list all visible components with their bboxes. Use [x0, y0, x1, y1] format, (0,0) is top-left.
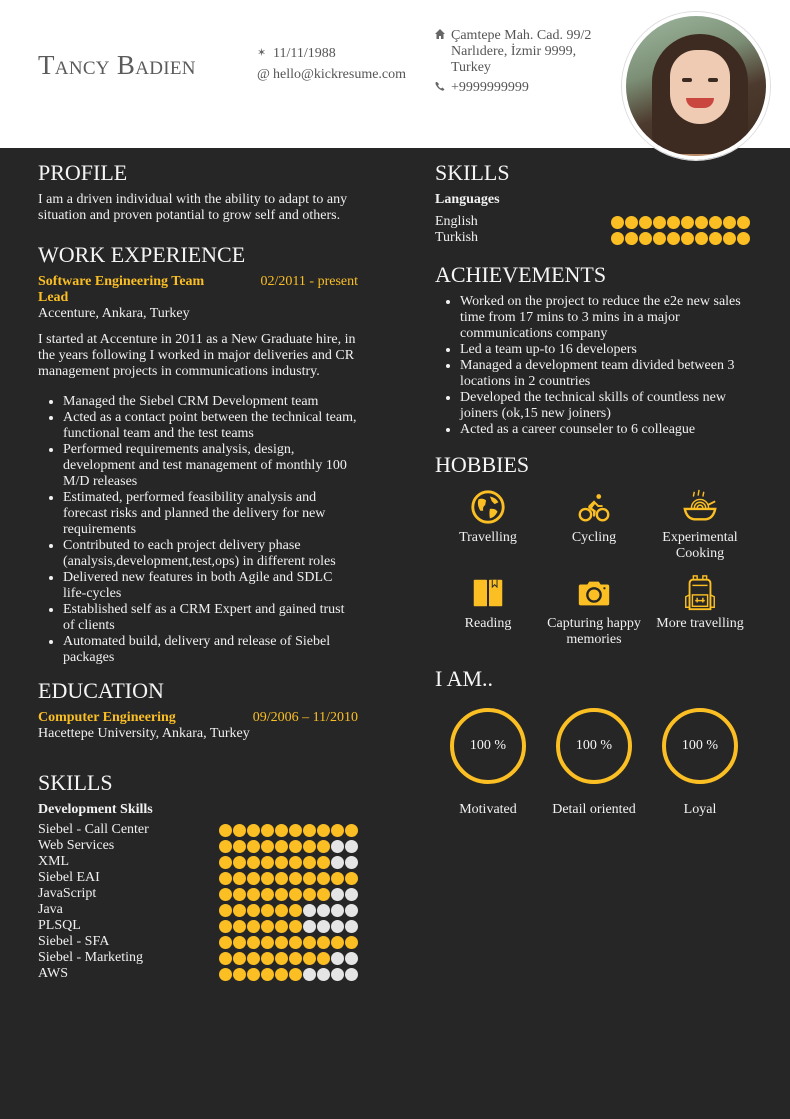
rating-dot	[261, 968, 274, 981]
rating-dot	[317, 824, 330, 837]
rating-dot	[275, 920, 288, 933]
skill-row	[38, 838, 358, 854]
job-header	[38, 274, 358, 306]
rating-dot	[219, 856, 232, 869]
rating-dot	[303, 840, 316, 853]
hobby-item	[435, 488, 541, 562]
list-item: • Developed the technical skills of countless new joiners (ok,15 new joiners)	[460, 390, 765, 422]
rating-dot	[261, 920, 274, 933]
rating-dot	[345, 936, 358, 949]
rating-dot	[331, 824, 344, 837]
rating-dot	[331, 888, 344, 901]
rating-dot	[219, 840, 232, 853]
skill-name: Turkish	[435, 230, 479, 245]
skill-name: Siebel - Call Center	[38, 822, 149, 837]
cyclist-icon	[575, 488, 613, 526]
trait-label: Loyal	[683, 802, 717, 817]
rating-dot	[303, 888, 316, 901]
rating-dot	[653, 216, 666, 229]
skills-section-left	[38, 770, 358, 982]
rating-dot	[247, 936, 260, 949]
skill-rating	[219, 840, 358, 853]
rating-dot	[331, 872, 344, 885]
skill-group-title: Development Skills	[38, 802, 153, 817]
star-icon: ✶	[257, 47, 267, 59]
skill-row	[38, 966, 358, 982]
rating-dot	[667, 216, 680, 229]
rating-dot	[233, 872, 246, 885]
rating-dot	[345, 856, 358, 869]
rating-dot	[695, 232, 708, 245]
hobby-label: Experimental Cooking	[662, 530, 738, 561]
rating-dot	[261, 856, 274, 869]
skill-row	[38, 918, 358, 934]
rating-dot	[331, 936, 344, 949]
skill-name: AWS	[38, 966, 68, 981]
skill-row	[435, 230, 750, 246]
skill-name: Siebel - Marketing	[38, 950, 143, 965]
rating-dot	[247, 968, 260, 981]
section-heading: SKILLS	[38, 770, 113, 795]
rating-dot	[219, 824, 232, 837]
hobby-item	[435, 574, 541, 648]
section-heading: SKILLS	[435, 160, 510, 185]
rating-dot	[275, 968, 288, 981]
rating-dot	[667, 232, 680, 245]
profile-photo	[622, 12, 770, 160]
address-line: Turkey	[451, 60, 491, 75]
backpack-icon	[681, 574, 719, 612]
work-section	[38, 242, 358, 666]
skill-rating	[611, 232, 750, 245]
list-item: • Performed requirements analysis, design, development and test management of monthly 100 M/D releases	[63, 442, 358, 490]
skill-rating	[219, 968, 358, 981]
job-description: I started at Accenture in 2011 as a New Graduate hire, in the years following I worked in major deliveries and CR management projects in communications industry.	[38, 332, 356, 379]
skill-row	[38, 822, 358, 838]
rating-dot	[317, 904, 330, 917]
hobby-label: Capturing happy memories	[547, 616, 641, 647]
rating-dot	[639, 216, 652, 229]
trait-item	[541, 708, 647, 818]
rating-dot	[303, 968, 316, 981]
rating-dot	[303, 920, 316, 933]
skill-rating	[219, 904, 358, 917]
progress-ring: 100 %	[450, 708, 526, 784]
noodle-bowl-icon	[681, 488, 719, 526]
trait-item	[435, 708, 541, 818]
rating-dot	[653, 232, 666, 245]
rating-dot	[275, 824, 288, 837]
skill-row	[38, 902, 358, 918]
rating-dot	[289, 824, 302, 837]
rating-dot	[261, 936, 274, 949]
rating-dot	[345, 840, 358, 853]
rating-dot	[303, 952, 316, 965]
skill-row	[435, 214, 750, 230]
rating-dot	[625, 232, 638, 245]
rating-dot	[639, 232, 652, 245]
skill-name: Siebel - SFA	[38, 934, 110, 949]
trait-label: Detail oriented	[552, 802, 636, 817]
progress-ring: 100 %	[662, 708, 738, 784]
contact-block-1	[257, 43, 406, 85]
skill-rating	[219, 856, 358, 869]
rating-dot	[247, 920, 260, 933]
section-heading: EDUCATION	[38, 678, 164, 703]
rating-dot	[233, 936, 246, 949]
right-column	[435, 160, 765, 818]
progress-ring: 100 %	[556, 708, 632, 784]
list-item: • Automated build, delivery and release of Siebel packages	[63, 634, 358, 666]
globe-icon	[469, 488, 507, 526]
rating-dot	[331, 840, 344, 853]
rating-dot	[261, 840, 274, 853]
skill-name: English	[435, 214, 478, 229]
rating-dot	[261, 872, 274, 885]
rating-dot	[331, 920, 344, 933]
rating-dot	[681, 232, 694, 245]
rating-dot	[219, 888, 232, 901]
rating-dot	[289, 856, 302, 869]
iam-section	[435, 666, 765, 818]
hobbies-section	[435, 452, 765, 648]
rating-dot	[233, 904, 246, 917]
rating-dot	[317, 952, 330, 965]
person-name: Tancy Badien	[38, 50, 196, 80]
rating-dot	[317, 888, 330, 901]
hobby-item	[647, 488, 753, 562]
rating-dot	[233, 920, 246, 933]
rating-dot	[247, 904, 260, 917]
section-heading: I AM..	[435, 666, 494, 691]
section-heading: WORK EXPERIENCE	[38, 242, 246, 267]
rating-dot	[219, 968, 232, 981]
skill-rating	[611, 216, 750, 229]
hobby-item	[541, 488, 647, 562]
rating-dot	[219, 904, 232, 917]
rating-dot	[723, 216, 736, 229]
rating-dot	[331, 952, 344, 965]
rating-dot	[261, 888, 274, 901]
section-heading: HOBBIES	[435, 452, 530, 477]
contact-block-2	[435, 28, 591, 96]
rating-dot	[233, 856, 246, 869]
rating-dot	[611, 216, 624, 229]
birthdate: 11/11/1988	[273, 46, 336, 61]
rating-dot	[275, 856, 288, 869]
skills-section-right	[435, 160, 765, 246]
hobby-item	[647, 574, 753, 648]
rating-dot	[345, 824, 358, 837]
achievements-section	[435, 262, 765, 438]
hobbies-grid	[435, 488, 765, 648]
job-dates: 02/2011 - present	[260, 274, 358, 289]
rating-dot	[261, 952, 274, 965]
rating-dot	[233, 968, 246, 981]
job-bullets	[38, 394, 358, 666]
rating-dot	[219, 936, 232, 949]
job-title: Software Engineering Team Lead	[38, 274, 205, 305]
job-company: Accenture, Ankara, Turkey	[38, 306, 190, 321]
rating-dot	[219, 952, 232, 965]
rating-dot	[261, 824, 274, 837]
rating-dot	[709, 216, 722, 229]
rating-dot	[289, 840, 302, 853]
rating-dot	[317, 872, 330, 885]
rating-dot	[345, 888, 358, 901]
hobby-item	[541, 574, 647, 648]
rating-dot	[275, 888, 288, 901]
rating-dot	[695, 216, 708, 229]
list-item: • Acted as a contact point between the technical team, functional team and the test teams	[63, 410, 358, 442]
rating-dot	[289, 904, 302, 917]
rating-dot	[331, 968, 344, 981]
skill-rating	[219, 888, 358, 901]
rating-dot	[317, 968, 330, 981]
rating-dot	[345, 968, 358, 981]
rating-dot	[275, 936, 288, 949]
school: Hacettepe University, Ankara, Turkey	[38, 726, 250, 741]
rating-dot	[317, 856, 330, 869]
rating-dot	[345, 872, 358, 885]
skill-name: PLSQL	[38, 918, 81, 933]
rating-dot	[737, 216, 750, 229]
rating-dot	[317, 920, 330, 933]
skills-list	[38, 822, 358, 982]
rating-dot	[303, 872, 316, 885]
rating-dot	[233, 888, 246, 901]
rating-dot	[233, 952, 246, 965]
trait-rings	[435, 708, 765, 818]
rating-dot	[275, 840, 288, 853]
profile-text: I am a driven individual with the ability to adapt to any situation and proven potantial to grow self and others.	[38, 192, 348, 223]
skill-rating	[219, 920, 358, 933]
at-icon: @	[257, 67, 270, 82]
address-line: Narlıdere, İzmir 9999,	[451, 44, 577, 59]
rating-dot	[317, 840, 330, 853]
skill-row	[38, 854, 358, 870]
rating-dot	[275, 952, 288, 965]
trait-label: Motivated	[459, 802, 517, 817]
rating-dot	[303, 904, 316, 917]
rating-dot	[275, 904, 288, 917]
list-item: • Estimated, performed feasibility analysis and forecast risks and planned the delivery for new requirements	[63, 490, 358, 538]
rating-dot	[247, 856, 260, 869]
email[interactable]: hello@kickresume.com	[273, 67, 407, 82]
list-item: • Acted as a career counseler to 6 colleague	[460, 422, 765, 438]
rating-dot	[317, 936, 330, 949]
rating-dot	[723, 232, 736, 245]
rating-dot	[303, 856, 316, 869]
rating-dot	[247, 952, 260, 965]
skill-row	[38, 950, 358, 966]
skill-name: Web Services	[38, 838, 115, 853]
rating-dot	[289, 888, 302, 901]
hobby-label: Travelling	[459, 530, 517, 545]
book-icon	[469, 574, 507, 612]
skill-name: XML	[38, 854, 70, 869]
education-dates: 09/2006 – 11/2010	[252, 710, 358, 725]
skill-row	[38, 870, 358, 886]
achievements-list	[435, 294, 765, 438]
rating-dot	[625, 216, 638, 229]
profile-section	[38, 160, 358, 224]
rating-dot	[219, 920, 232, 933]
rating-dot	[219, 872, 232, 885]
rating-dot	[289, 952, 302, 965]
skill-rating	[219, 824, 358, 837]
list-item: • Managed the Siebel CRM Development team	[63, 394, 358, 410]
education-section	[38, 678, 358, 742]
degree: Computer Engineering	[38, 710, 176, 725]
list-item: • Led a team up-to 16 developers	[460, 342, 765, 358]
rating-dot	[247, 872, 260, 885]
hobby-label: Reading	[464, 616, 512, 631]
skill-row	[38, 934, 358, 950]
home-icon	[435, 28, 451, 44]
rating-dot	[709, 232, 722, 245]
left-column	[38, 160, 358, 982]
rating-dot	[289, 936, 302, 949]
hobby-label: Cycling	[571, 530, 617, 545]
rating-dot	[345, 952, 358, 965]
list-item: • Established self as a CRM Expert and gained trust of clients	[63, 602, 358, 634]
rating-dot	[737, 232, 750, 245]
address-line: Çamtepe Mah. Cad. 99/2	[451, 28, 592, 43]
phone-icon	[435, 80, 451, 96]
phone[interactable]: +9999999999	[451, 80, 529, 95]
rating-dot	[681, 216, 694, 229]
rating-dot	[611, 232, 624, 245]
rating-dot	[331, 904, 344, 917]
rating-dot	[303, 936, 316, 949]
rating-dot	[247, 824, 260, 837]
list-item: • Managed a development team divided between 3 locations in 2 countries	[460, 358, 765, 390]
rating-dot	[289, 872, 302, 885]
rating-dot	[233, 824, 246, 837]
rating-dot	[331, 856, 344, 869]
skill-name: Siebel EAI	[38, 870, 100, 885]
rating-dot	[289, 920, 302, 933]
list-item: • Delivered new features in both Agile and SDLC life-cycles	[63, 570, 358, 602]
rating-dot	[247, 888, 260, 901]
rating-dot	[233, 840, 246, 853]
list-item: • Contributed to each project delivery phase (analysis,development,test,ops) in different roles	[63, 538, 358, 570]
camera-icon	[575, 574, 613, 612]
skill-rating	[219, 872, 358, 885]
section-heading: ACHIEVEMENTS	[435, 262, 607, 287]
languages-list	[435, 214, 750, 246]
rating-dot	[303, 824, 316, 837]
education-header	[38, 710, 358, 726]
rating-dot	[345, 904, 358, 917]
skill-rating	[219, 936, 358, 949]
skill-name: JavaScript	[38, 886, 97, 901]
rating-dot	[247, 840, 260, 853]
section-heading: PROFILE	[38, 160, 128, 185]
rating-dot	[261, 904, 274, 917]
skill-group-title: Languages	[435, 192, 500, 207]
rating-dot	[345, 920, 358, 933]
skill-rating	[219, 952, 358, 965]
skill-row	[38, 886, 358, 902]
hobby-label: More travelling	[656, 616, 744, 631]
rating-dot	[275, 872, 288, 885]
skill-name: Java	[38, 902, 63, 917]
trait-item	[647, 708, 753, 818]
list-item: • Worked on the project to reduce the e2e new sales time from 17 mins to 3 mins in a major communications company	[460, 294, 765, 342]
rating-dot	[289, 968, 302, 981]
